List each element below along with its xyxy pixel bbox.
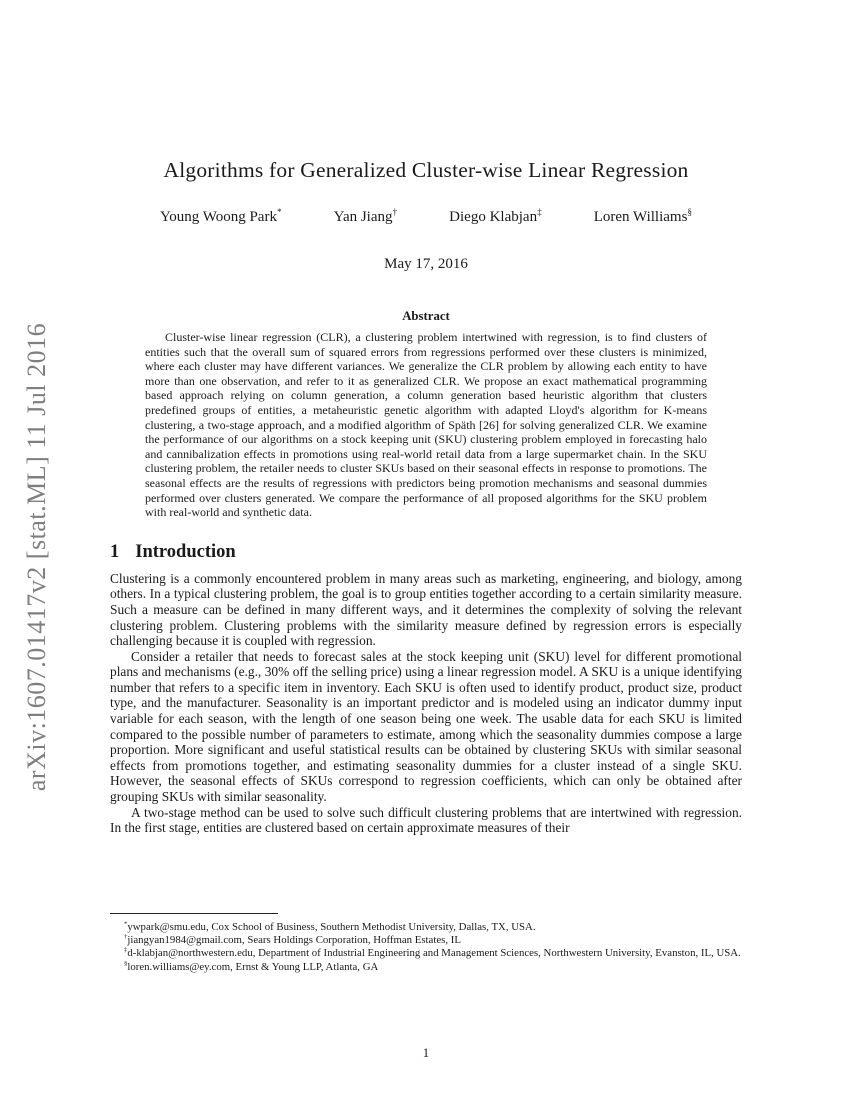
- section-title: Introduction: [135, 541, 236, 562]
- author-footnote-marker: *: [276, 208, 282, 218]
- author-name: Yan Jiang: [333, 209, 393, 225]
- footnote-marker: §: [124, 960, 128, 968]
- author-footnote-marker: §: [687, 208, 693, 218]
- author-name: Young Woong Park: [159, 209, 277, 225]
- abstract-section: [110, 309, 742, 520]
- footnote-rule: [110, 913, 278, 914]
- author-name: Diego Klabjan: [449, 209, 538, 225]
- footnote: [110, 961, 742, 974]
- author: [334, 209, 398, 226]
- footnote: [110, 921, 742, 934]
- section-heading: [110, 542, 742, 563]
- author: [160, 209, 282, 226]
- abstract-heading: Abstract: [402, 309, 450, 323]
- author-line: [110, 209, 742, 226]
- body-paragraph: Consider a retailer that needs to forecast sales at the stock keeping unit (SKU) level for different promotional plans and mechanisms (e.g., 30% off the selling price) using a linear regression model. A SKU is a unique identifying number that refers to a specific item in inventory. Each SKU is often used to identify product, product size, product type, and the manufacturer. Seasonality is an important predictor and is modeled using an indicator dummy input variable for each season, with the length of one season being one week. The usable data for each SKU is limited compared to the possible number of parameters to estimate, among which the seasonality dummies compose a large proportion. More significant and useful statistical results can be obtained by clustering SKUs with similar seasonal effects from promotions together, and estimating seasonality dummies for a cluster instead of a single SKU. However, the seasonal effects of SKUs correspond to regression coefficients, which can only be obtained after grouping SKUs with similar seasonality.: [110, 648, 742, 805]
- footnote: [110, 934, 742, 947]
- author: [594, 209, 692, 226]
- author-footnote-marker: ‡: [537, 208, 542, 218]
- footnotes-block: [110, 913, 742, 974]
- abstract-text: Cluster-wise linear regression (CLR), a clustering problem intertwined with regression, is to find clusters of entities such that the overall sum of squared errors from regressions performed over these clusters is minimized, where each cluster may have different variances. We generalize the CLR problem by allowing each entity to have more than one observation, and refer to it as generalized CLR. We propose an exact mathematical programming based approach relying on column generation, a column generation based heuristic algorithm that clusters predefined groups of entities, a metaheuristic genetic algorithm with adapted Lloyd's algorithm for K-means clustering, a two-stage approach, and a modified algorithm of Späth [26] for solving generalized CLR. We examine the performance of our algorithms on a stock keeping unit (SKU) clustering problem employed in forecasting halo and cannibalization effects in promotions using real-world retail data from a large supermarket chain. In the SKU clustering problem, the retailer needs to cluster SKUs based on their seasonal effects in response to promotions. The seasonal effects are the results of regressions with predictors being promotion mechanisms and seasonal dummies performed over clusters generated. We compare the performance of all proposed algorithms for the SKU problem with real-world and synthetic data.: [145, 330, 707, 520]
- page-number: 1: [422, 1046, 430, 1060]
- body-paragraph: A two-stage method can be used to solve such difficult clustering problems that are intertwined with regression. In the first stage, entities are clustered based on certain approximate measures of their: [110, 804, 742, 836]
- author-name: Loren Williams: [593, 209, 688, 225]
- paper-date: May 17, 2016: [384, 256, 468, 272]
- footnote-text: jiangyan1984@gmail.com, Sears Holdings Corporation, Hoffman Estates, IL: [127, 934, 461, 947]
- footnote: [110, 947, 742, 960]
- footnote-marker: *: [124, 920, 128, 928]
- footnote-text: ywpark@smu.edu, Cox School of Business, Southern Methodist University, Dallas, TX, USA.: [127, 921, 536, 933]
- footnote-text: d-klabjan@northwestern.edu, Department of Industrial Engineering and Management Sciences, Northwestern University, Evanston, IL, USA.: [127, 947, 741, 960]
- footnote-text: loren.williams@ey.com, Ernst & Young LLP, Atlanta, GA: [127, 960, 379, 973]
- footnote-marker: ‡: [124, 946, 128, 954]
- section-number: 1: [110, 541, 120, 562]
- author-footnote-marker: †: [392, 208, 398, 218]
- footnote-marker: †: [124, 933, 128, 941]
- paper-title: Algorithms for Generalized Cluster-wise Linear Regression: [163, 158, 689, 182]
- paper-content: [110, 0, 742, 836]
- author: [449, 209, 542, 226]
- body-paragraph: Clustering is a commonly encountered problem in many areas such as marketing, engineering, and biology, among others. In a typical clustering problem, the goal is to group entities together according to a certain similarity measure. Such a measure can be defined in many different ways, and it determines the complexity of solving the relevant clustering problem. Clustering problems with the similarity measure defined by regression errors is especially challenging because it is coupled with regression.: [110, 570, 742, 649]
- arxiv-watermark: arXiv:1607.01417v2 [stat.ML] 11 Jul 2016: [22, 322, 51, 792]
